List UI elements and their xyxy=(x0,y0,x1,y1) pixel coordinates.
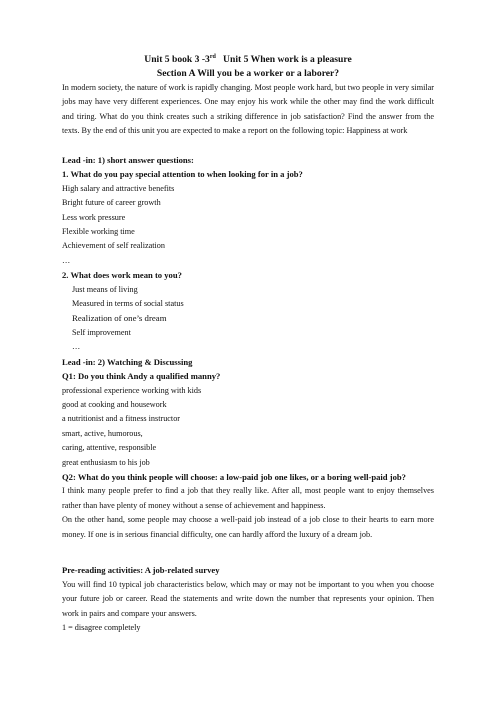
list-item: a nutritionist and a fitness instructor xyxy=(62,414,181,424)
lead2-question-2: Q2: What do you think people will choose: a low-paid job one likes, or a boring well-paid job? xyxy=(62,471,406,482)
list-item: professional experience working with kids xyxy=(62,385,202,395)
list-item: Achievement of self realization xyxy=(62,241,165,251)
list-item: Bright future of career growth xyxy=(62,198,161,208)
list-item-ellipsis: … xyxy=(62,255,71,265)
prereading-heading: Pre-reading activities: A job-related survey xyxy=(62,565,220,576)
list-item: good at cooking and housework xyxy=(62,399,167,409)
section-title: Section A Will you be a worker or a laborer? xyxy=(156,68,340,79)
unit-title-text: Unit 5 book 3 -3 xyxy=(144,54,210,65)
document-body xyxy=(62,53,434,635)
lead2-answer-paragraph-1: I think many people prefer to find a job that they really like. After all, most people want to enjoy themselves rather than have plenty of money without a sense of achievement and happiness. xyxy=(62,486,434,510)
spacer xyxy=(62,139,434,153)
list-item: great enthusiasm to his job xyxy=(62,457,150,467)
lead2-heading: Lead -in: 2) Watching & Discussing xyxy=(62,356,193,367)
list-item: Realization of one’s dream xyxy=(72,313,167,324)
unit-title-superscript: rd xyxy=(209,53,216,60)
lead1-q2-answer-list xyxy=(62,283,434,355)
list-item: caring, attentive, responsible xyxy=(62,443,157,453)
list-item: Self improvement xyxy=(72,327,131,337)
unit-title xyxy=(62,53,434,67)
list-item: smart, active, humorous, xyxy=(62,428,143,438)
lead1-question-1: 1. What do you pay special attention to when looking for in a job? xyxy=(62,169,303,180)
scale-item: 1 = disagree completely xyxy=(62,623,141,632)
unit-title-subtitle: Unit 5 When work is a pleasure xyxy=(215,54,352,65)
lead1-heading: Lead -in: 1) short answer questions: xyxy=(62,155,194,166)
list-item-ellipsis: … xyxy=(72,342,81,352)
spacer xyxy=(62,542,434,556)
intro-paragraph: In modern society, the nature of work is rapidly changing. Most people work hard, but two people in very similar jobs may have very different experiences. One may enjoy his work while the other may find the work difficult and tiring. What do you think creates such a striking difference in job satisfaction? Find the answer from the texts. By the end of this unit you are expected to make a report on the following topic: Happiness at work xyxy=(62,83,434,136)
lead2-question-1: Q1: Do you think Andy a qualified manny? xyxy=(62,371,221,382)
list-item: Just means of living xyxy=(72,284,138,294)
lead2-answer-paragraph-2: On the other hand, some people may choose a well-paid job instead of a job close to their hearts to earn more money. If one is in serious financial difficulty, one can hardly afford the luxury of a dream job. xyxy=(62,515,434,539)
lead2-q1-answer-list xyxy=(62,384,434,470)
list-item: High salary and attractive benefits xyxy=(62,183,175,193)
spacer xyxy=(62,556,434,563)
list-item: Less work pressure xyxy=(62,212,126,222)
list-item: Flexible working time xyxy=(62,227,135,237)
list-item: Measured in terms of social status xyxy=(72,299,184,309)
prereading-instructions: You will find 10 typical job characteristics below, which may or may not be important to you when you choose your future job or career. Read the statements and write down the number that represents your opinion. Then work in pairs and compare your answers. xyxy=(62,579,434,618)
lead1-question-2: 2. What does work mean to you? xyxy=(62,270,182,281)
lead1-q1-answer-list xyxy=(62,182,434,268)
